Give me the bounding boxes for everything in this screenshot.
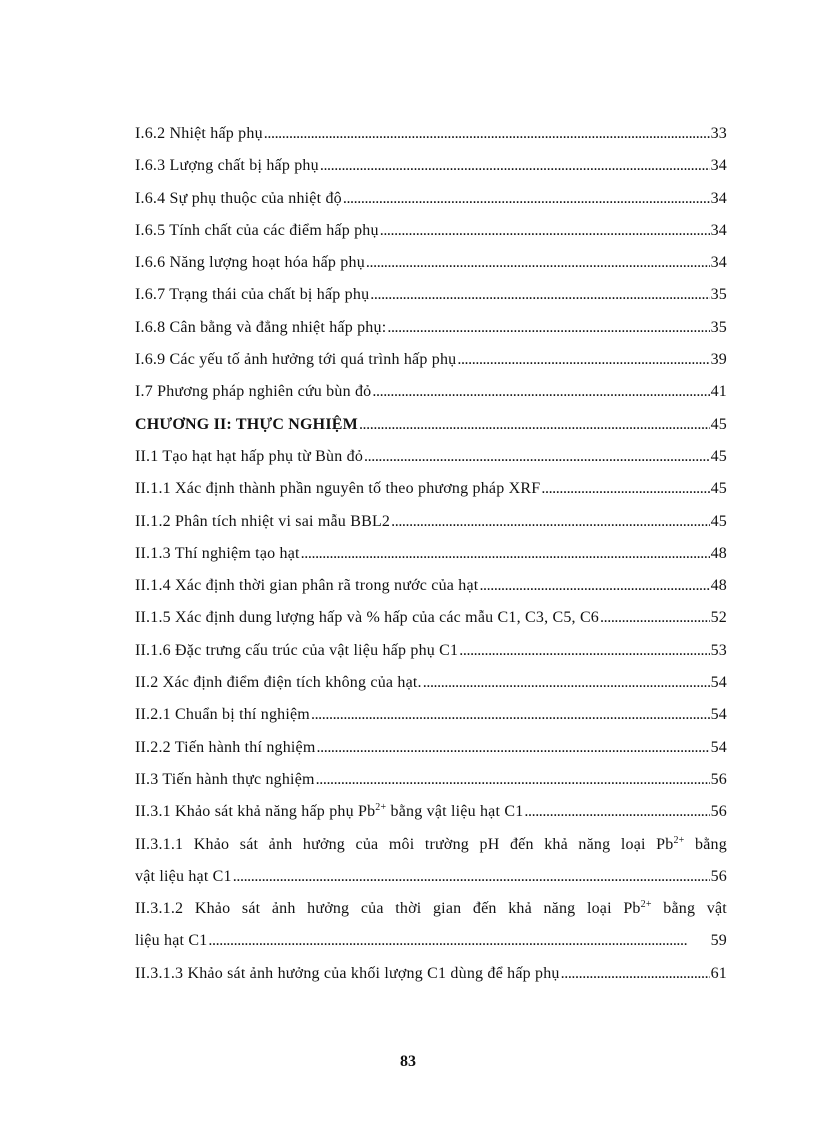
title-word: đến: [509, 835, 534, 853]
toc-entry-continuation: [135, 925, 727, 957]
toc-entry[interactable]: [135, 699, 727, 731]
toc-entry-title: I.6.8 Cân bằng và đẳng nhiệt hấp phụ:: [135, 318, 387, 336]
toc-entry-title: I.6.6 Năng lượng hoạt hóa hấp phụ: [135, 254, 365, 272]
title-text: Pb: [623, 900, 641, 918]
toc-entry-title: II.3 Tiến hành thực nghiệm: [135, 770, 315, 788]
title-text: bằng vật liệu hạt C1: [386, 803, 524, 821]
title-word: môi: [388, 835, 415, 853]
toc-entry[interactable]: [135, 602, 727, 634]
dot-leader: [343, 183, 710, 215]
title-word: ảnh: [271, 900, 296, 918]
title-word: sát: [239, 835, 259, 853]
toc-entry-page: 45: [710, 447, 727, 465]
toc-entry-multiline[interactable]: [135, 893, 727, 958]
toc-entry-title: II.3.1.3 Khảo sát ảnh hưởng của khối lượng C1 dùng để hấp phụ: [135, 964, 560, 982]
toc-entry-page: 56: [710, 803, 727, 821]
toc-entry[interactable]: [135, 473, 727, 505]
dot-leader: [372, 376, 709, 408]
dot-leader: [380, 215, 710, 247]
title-word: của: [355, 835, 379, 853]
dot-leader: [459, 635, 709, 667]
toc-entry-title: I.6.3 Lượng chất bị hấp phụ: [135, 157, 319, 175]
toc-entry-title-line: [135, 829, 727, 861]
toc-entry-page: 33: [710, 125, 727, 142]
dot-leader: [364, 441, 710, 473]
dot-leader: [233, 861, 710, 893]
toc-entry-title: II.1.2 Phân tích nhiệt vi sai mẫu BBL2: [135, 512, 391, 530]
dot-leader: [370, 279, 709, 311]
toc-entry-page: 52: [710, 609, 727, 627]
dot-leader: [208, 925, 709, 957]
title-word: ảnh: [268, 835, 293, 853]
toc-entry-title: II.1.6 Đặc trưng cấu trúc của vật liệu hấp phụ C1: [135, 641, 459, 659]
toc-entry-title: II.2 Xác định điểm điện tích không của hạt.: [135, 674, 422, 692]
toc-entry[interactable]: [135, 764, 727, 796]
toc-entry[interactable]: [135, 247, 727, 279]
toc-entry[interactable]: [135, 183, 727, 215]
title-word: khả: [544, 835, 568, 853]
title-text: Pb: [656, 835, 674, 853]
dot-leader: [387, 312, 709, 344]
toc-entry-page: 48: [710, 544, 727, 562]
title-word: [656, 829, 684, 861]
toc-entry-title: I.6.9 Các yếu tố ảnh hưởng tới quá trình hấp phụ: [135, 351, 457, 369]
toc-entry-page: 54: [710, 706, 727, 724]
toc-entry[interactable]: [135, 538, 727, 570]
dot-leader: [600, 602, 710, 634]
toc-entry-page: 48: [710, 577, 727, 595]
table-of-contents: [135, 118, 727, 990]
title-word: năng: [543, 900, 576, 918]
toc-entry-title: [135, 796, 523, 828]
toc-entry-page: 35: [710, 286, 727, 304]
superscript: 2+: [673, 834, 685, 846]
title-word: hưởng: [307, 900, 350, 918]
title-word: [623, 893, 651, 925]
toc-chapter-title: CHƯƠNG II: THỰC NGHIỆM: [135, 415, 358, 433]
title-word: hưởng: [302, 835, 346, 853]
dot-leader: [320, 150, 710, 182]
title-word: sát: [241, 900, 261, 918]
toc-entry-page: 54: [710, 738, 727, 756]
title-word: Khảo: [194, 900, 231, 918]
toc-entry-page: 45: [710, 512, 727, 530]
toc-entry[interactable]: [135, 635, 727, 667]
title-word: II.3.1.1: [135, 835, 184, 853]
dot-leader: [391, 506, 709, 538]
toc-entry[interactable]: [135, 344, 727, 376]
dot-leader: [457, 344, 709, 376]
dot-leader: [301, 538, 710, 570]
dot-leader: [264, 118, 710, 150]
toc-entry[interactable]: [135, 150, 727, 182]
toc-entry-continuation: [135, 861, 727, 893]
toc-entry[interactable]: [135, 118, 727, 150]
toc-entry-title: I.6.5 Tính chất của các điểm hấp phụ: [135, 221, 379, 239]
dot-leader: [316, 764, 710, 796]
toc-entry-page: 35: [710, 318, 727, 336]
toc-entry-title: I.6.7 Trạng thái của chất bị hấp phụ: [135, 286, 370, 304]
toc-entry[interactable]: [135, 732, 727, 764]
toc-entry-title: II.1.3 Thí nghiệm tạo hạt: [135, 544, 300, 562]
toc-entry-page: 45: [710, 480, 727, 498]
toc-entry[interactable]: [135, 376, 727, 408]
title-word: đến: [472, 900, 497, 918]
dot-leader: [317, 732, 710, 764]
toc-entry[interactable]: [135, 570, 727, 602]
title-word: bằng: [663, 900, 696, 918]
title-word: thời: [395, 900, 422, 918]
toc-entry-title: II.2.1 Chuẩn bị thí nghiệm: [135, 706, 310, 724]
title-word: trường: [424, 835, 469, 853]
toc-entry-title: II.1 Tạo hạt hạt hấp phụ từ Bùn đỏ: [135, 447, 364, 465]
title-word: bằng: [695, 835, 727, 853]
toc-entry-title: liệu hạt C1: [135, 932, 208, 950]
toc-entry-page: 61: [710, 964, 727, 982]
title-word: loại: [620, 835, 646, 853]
toc-entry-title: II.2.2 Tiến hành thí nghiệm: [135, 738, 316, 756]
toc-entry-page: 34: [710, 189, 727, 207]
toc-entry[interactable]: [135, 506, 727, 538]
toc-entry-page: 34: [710, 254, 727, 272]
toc-chapter-entry[interactable]: [135, 409, 727, 441]
toc-entry-page: 56: [710, 770, 727, 788]
toc-entry-page: 59: [710, 932, 727, 950]
dot-leader: [561, 958, 710, 990]
toc-entry[interactable]: [135, 958, 727, 990]
toc-entry[interactable]: [135, 796, 727, 828]
toc-entry-title: I.6.4 Sự phụ thuộc của nhiệt độ: [135, 189, 342, 207]
toc-entry-title: vật liệu hạt C1: [135, 867, 232, 885]
toc-entry[interactable]: [135, 312, 727, 344]
dot-leader: [541, 473, 709, 505]
toc-entry[interactable]: [135, 667, 727, 699]
toc-entry-multiline[interactable]: [135, 829, 727, 894]
toc-entry-title: II.1.5 Xác định dung lượng hấp và % hấp của các mẫu C1, C3, C5, C6: [135, 609, 600, 627]
toc-entry-page: 34: [710, 221, 727, 239]
toc-entry-title: II.1.4 Xác định thời gian phân rã trong nước của hạt: [135, 577, 479, 595]
page-number: 83: [400, 1053, 416, 1070]
title-text: II.3.1 Khảo sát khả năng hấp phụ Pb: [135, 803, 376, 821]
toc-entry-title: II.1.1 Xác định thành phần nguyên tố theo phương pháp XRF: [135, 480, 541, 498]
title-word: khả: [508, 900, 532, 918]
toc-entry[interactable]: [135, 279, 727, 311]
title-word: của: [360, 900, 384, 918]
superscript: 2+: [375, 802, 387, 814]
title-word: II.3.1.2: [135, 900, 184, 918]
title-word: Khảo: [193, 835, 230, 853]
superscript: 2+: [640, 899, 652, 911]
toc-entry-page: 54: [710, 674, 727, 692]
dot-leader: [311, 699, 710, 731]
toc-entry[interactable]: [135, 215, 727, 247]
toc-entry-page: 56: [710, 867, 727, 885]
dot-leader: [524, 796, 709, 828]
dot-leader: [366, 247, 710, 279]
title-word: loại: [586, 900, 612, 918]
toc-entry-page: 53: [710, 641, 727, 659]
toc-entry-title: I.6.2 Nhiệt hấp phụ: [135, 125, 263, 142]
dot-leader: [479, 570, 709, 602]
toc-entry-title: I.7 Phương pháp nghiên cứu bùn đỏ: [135, 383, 372, 401]
toc-entry-page: 41: [710, 383, 727, 401]
title-word: năng: [578, 835, 611, 853]
dot-leader: [423, 667, 710, 699]
dot-leader: [359, 409, 710, 441]
toc-entry-page: 39: [710, 351, 727, 369]
toc-entry-title-line: [135, 893, 727, 925]
toc-entry-page: 34: [710, 157, 727, 175]
toc-entry-page: 45: [710, 415, 727, 433]
title-word: pH: [479, 835, 500, 853]
toc-entry[interactable]: [135, 441, 727, 473]
title-word: gian: [432, 900, 462, 918]
title-word: vật: [706, 900, 727, 918]
